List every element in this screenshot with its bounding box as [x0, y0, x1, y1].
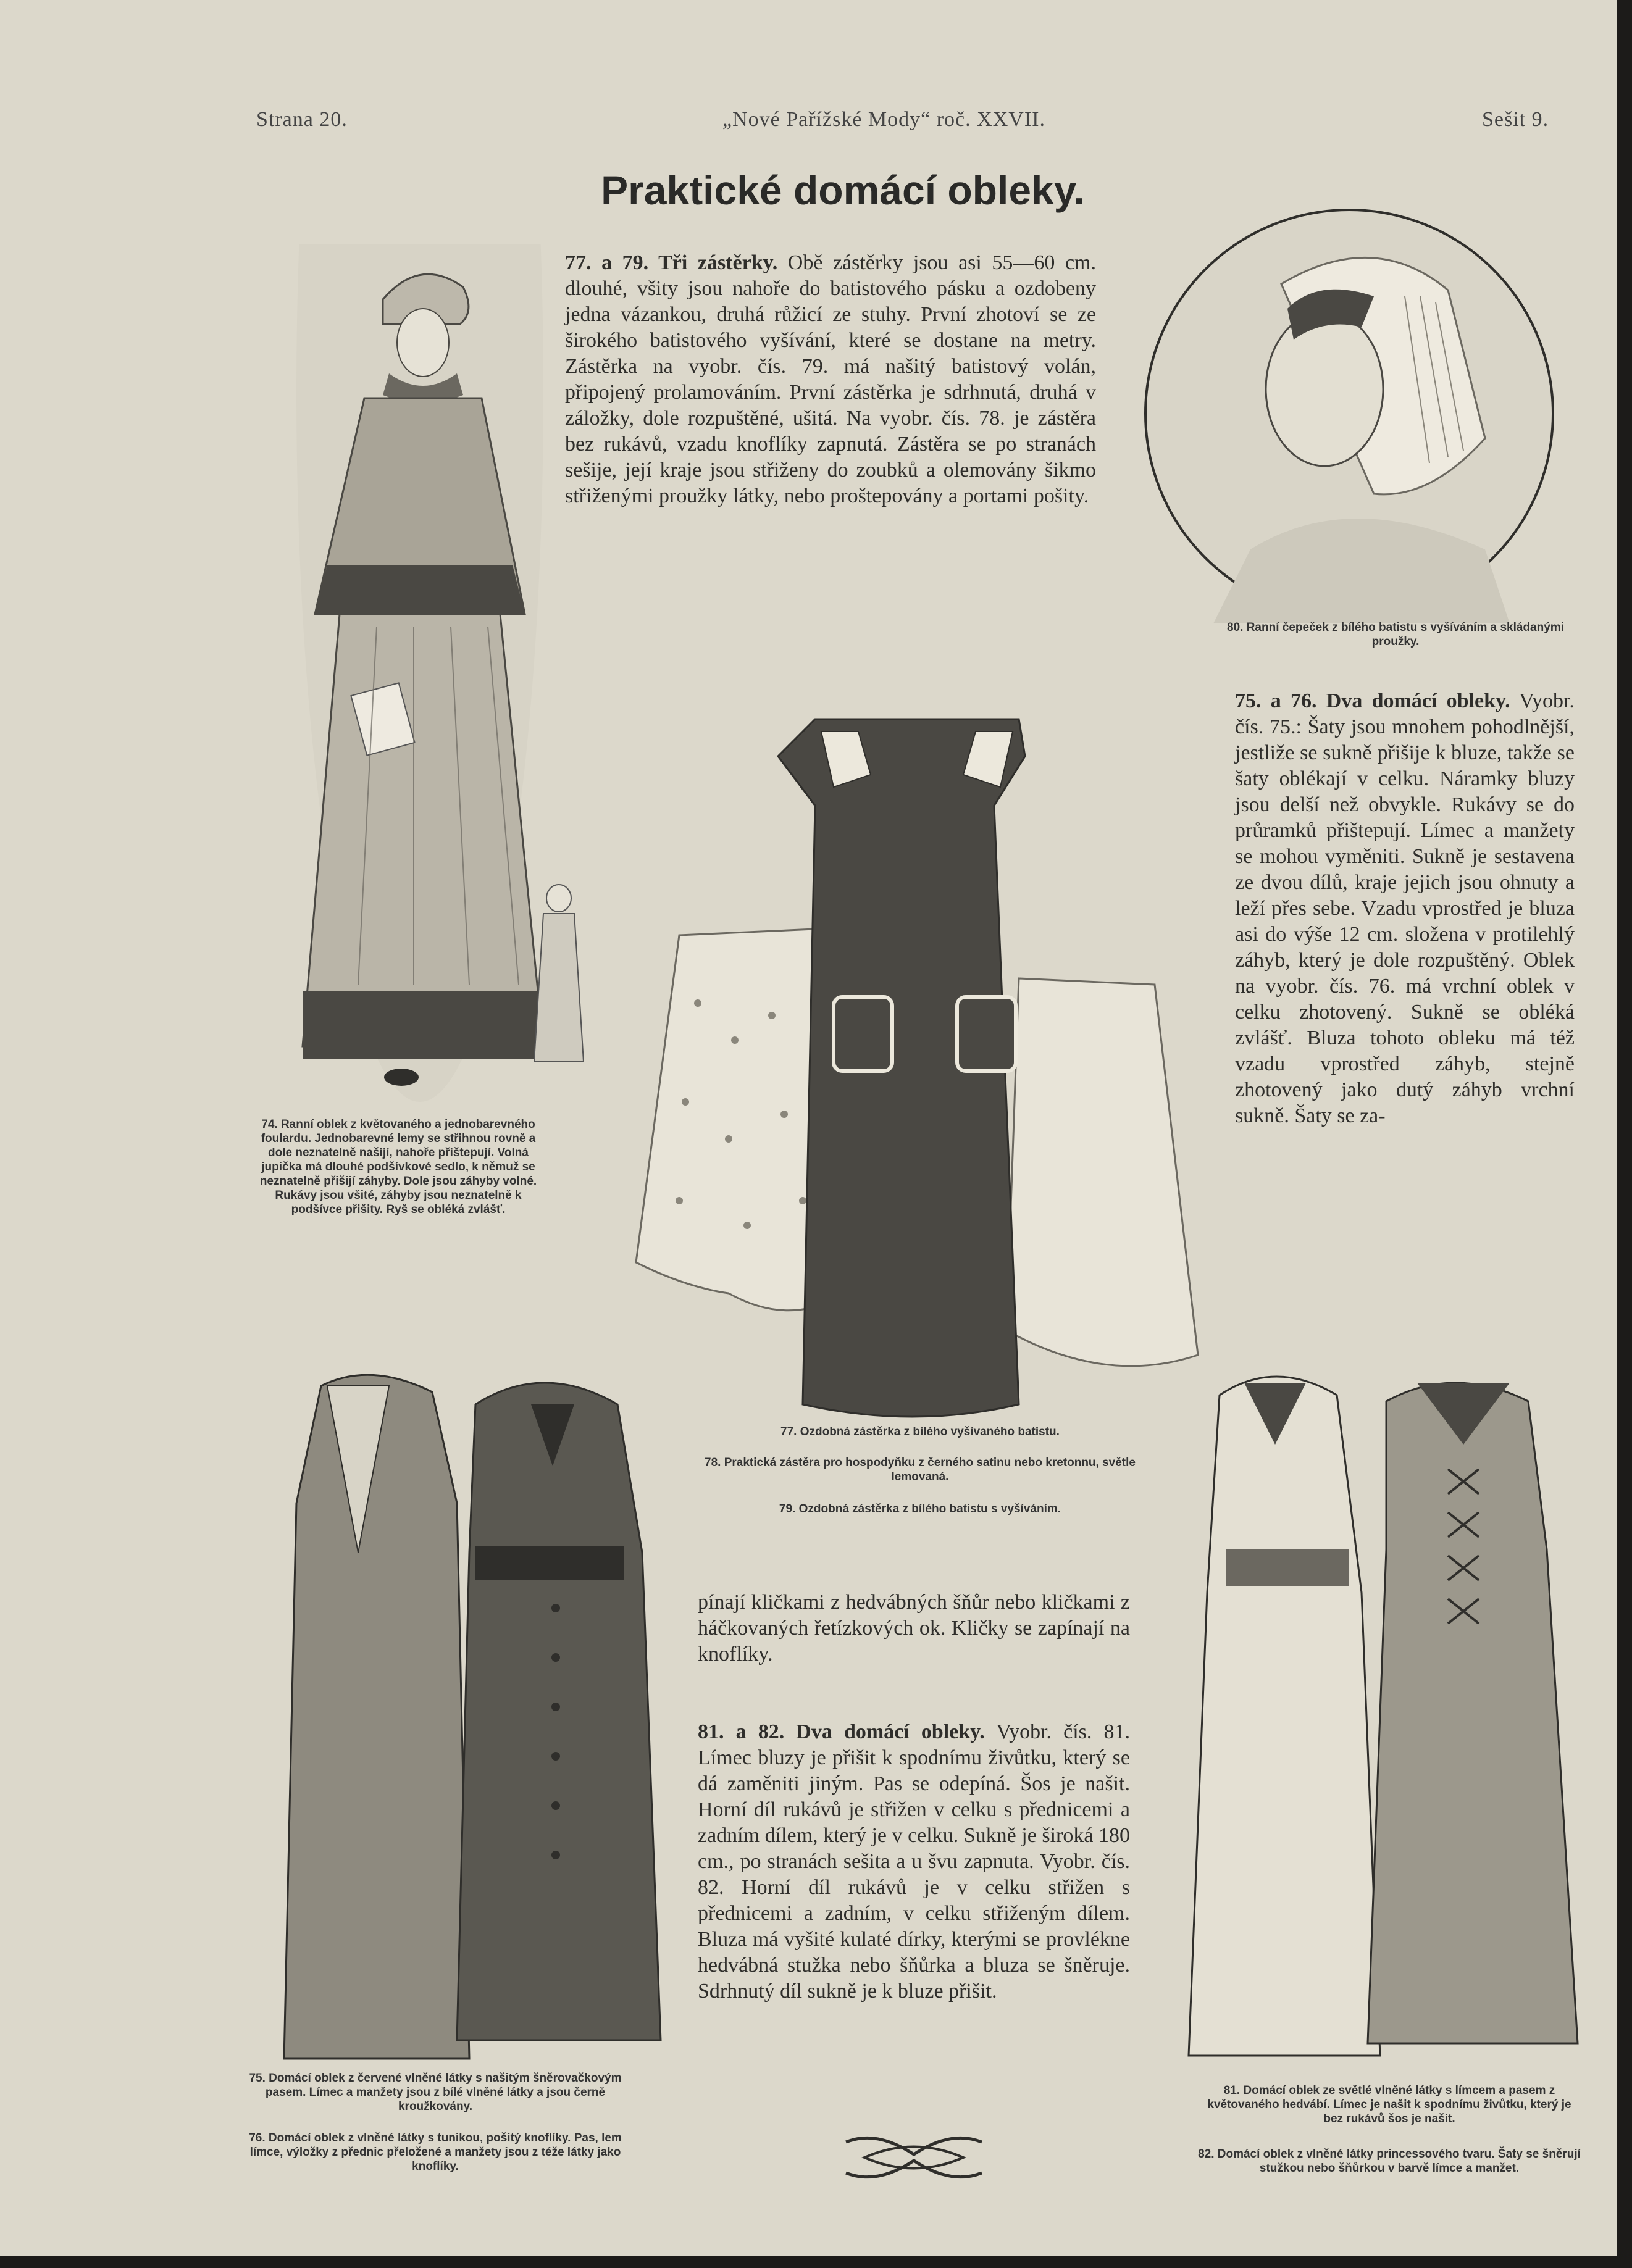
caption-77: 77. Ozdobná zástěrka z bílého vyšívaného batistu.	[780, 1425, 1060, 1438]
caption-75: 75. Domácí oblek z červené vlněné látky s našitým šněrovačkovým pasem. Límec a manžety jsou z bílé vlněné látky a jsou černě kroužkovány.	[249, 2072, 622, 2113]
text-75-76	[1235, 688, 1575, 1129]
text-continuation: pínají kličkami z hedvábných šňůr nebo kličkami z háčkovaných řetízkových ok. Kličky se zapínají na knoflíky.	[698, 1591, 1130, 1666]
caption-80: 80. Ranní čepeček z bílého batistu s vyšíváním a skládanými proužky.	[1227, 621, 1564, 648]
text-77-79-heading: 77. a 79. Tři zástěrky.	[565, 251, 778, 274]
figure-81-82-illustration	[1182, 1346, 1590, 2068]
text-77-79-body: Obě zástěrky jsou asi 55—60 cm. dlouhé, všity jsou nahoře do batistového pásku a ozdobeny jedna vázankou, druhá růžicí ze stuhy. První zhotoví se ze širokého batistového vyšívání, které se dostane na metry. Zástěrka na vyobr. čís. 79. má našitý batistový volán, připojený prolamováním. První zástěrka je sdrhnutá, druhá v záložky, dole rozpuštěné, ušitá. Na vyobr. čís. 78. je zástěra bez rukávů, vzadu knoflíky zapnutá. Zástěra se po stranách sešije, její kraje jsou střiženy do zoubků a olemovány šikmo střiženými proužky látky, nebo proštepovány a portami pošity.	[565, 251, 1096, 507]
header-magazine-title: „Nové Pařížské Mody“ roč. XXVII.	[722, 108, 1045, 131]
figure-74-illustration	[290, 244, 550, 1108]
child-figure-illustration	[531, 883, 587, 1068]
text-81-82-body: Vyobr. čís. 81. Límec bluzy je přišit k spodnímu živůtku, který se dá zaměniti jiným. Pas se odepíná. Šos je našit. Horní díl rukávů je střižen v celku s přednicemi a zadním dílem, který je v celku. Sukně je široká 180 cm., po stranách sešita a u švu zapnuta. Vyobr. čís. 82. Horní díl rukávů je v celku střižen s přednicemi a zadním, v celku střiženým dílem. Bluza má vyšité kulaté dírky, kterými se provlékne hedvábná stužka nebo šňůrka a bluza se šněruje. Sdrhnutý díl sukně je k bluze přišit.	[698, 1720, 1131, 2003]
page-title: Praktické domácí obleky.	[601, 167, 1085, 213]
figure-77-79-aprons-illustration	[624, 707, 1216, 1423]
caption-81: 81. Domácí oblek ze světlé vlněné látky s límcem a pasem z květovaného hedvábí. Límec je našit k spodnímu živůtku, který je bez rukávů šos je našit.	[1207, 2084, 1571, 2125]
header-page-number: Strana 20.	[256, 108, 348, 131]
header-issue: Sešit 9.	[1482, 108, 1549, 131]
caption-78: 78. Praktická zástěra pro hospodyňku z černého satinu nebo kretonnu, světle lemovaná.	[705, 1456, 1136, 1483]
caption-76: 76. Domácí oblek z vlněné látky s tunikou, pošitý knoflíky. Pas, lem límce, výložky z přednic přeložené a manžety jsou z téže látky jako knoflíky.	[249, 2132, 622, 2173]
text-75-76-body: Vyobr. čís. 75.: Šaty jsou mnohem pohodlnější, jestliže se sukně přišije k bluze, takže se šaty oblékají v celku. Náramky bluzy jsou delší než obvykle. Rukávy se do průramků přištepují. Límec a manžety se mohou vyměniti. Sukně je sestavena ze dvou dílů, kraje jejich jsou ohnuty a leží přes sebe. Vzadu vprostřed je bluza asi do výše 12 cm. složena v protilehlý záhyb, který je dole rozpuštěný. Oblek na vyobr. čís. 76. má vrchní oblek v celku zhotovený. Sukně se obléká zvlášť. Bluza tohoto obleku má též vzadu vprostřed záhyb, stejně zhotovený jako dutý záhyb vrchní sukně. Šaty se za-	[1235, 690, 1575, 1127]
text-75-76-heading: 75. a 76. Dva domácí obleky.	[1235, 690, 1510, 712]
figure-80-bonnet-illustration	[1139, 204, 1559, 623]
text-81-82-heading: 81. a 82. Dva domácí obleky.	[698, 1720, 985, 1743]
caption-79: 79. Ozdobná zástěrka z bílého batistu s vyšíváním.	[779, 1503, 1061, 1515]
caption-74: 74. Ranní oblek z květovaného a jednobarevného foulardu. Jednobarevné lemy se střihnou rovně a dole neznatelně našijí, nahoře přištepují. Volná jupička má dlouhé podšívkové sedlo, k němuž se neznatelně přišijí záhyby. Dole jsou záhyby volné. Rukávy jsou všité, záhyby jsou neznatelně k podšívce přišity. Ryš se obléká zvlášť.	[259, 1118, 537, 1216]
ornament-flourish-icon	[840, 2130, 988, 2185]
caption-82: 82. Domácí oblek z vlněné látky princessového tvaru. Šaty se šněrují stužkou nebo šňůrkou v barvě límce a manžet.	[1198, 2148, 1581, 2175]
figure-75-76-illustration	[272, 1349, 679, 2065]
text-81-82	[698, 1719, 1130, 2004]
text-77-79	[565, 250, 1096, 509]
